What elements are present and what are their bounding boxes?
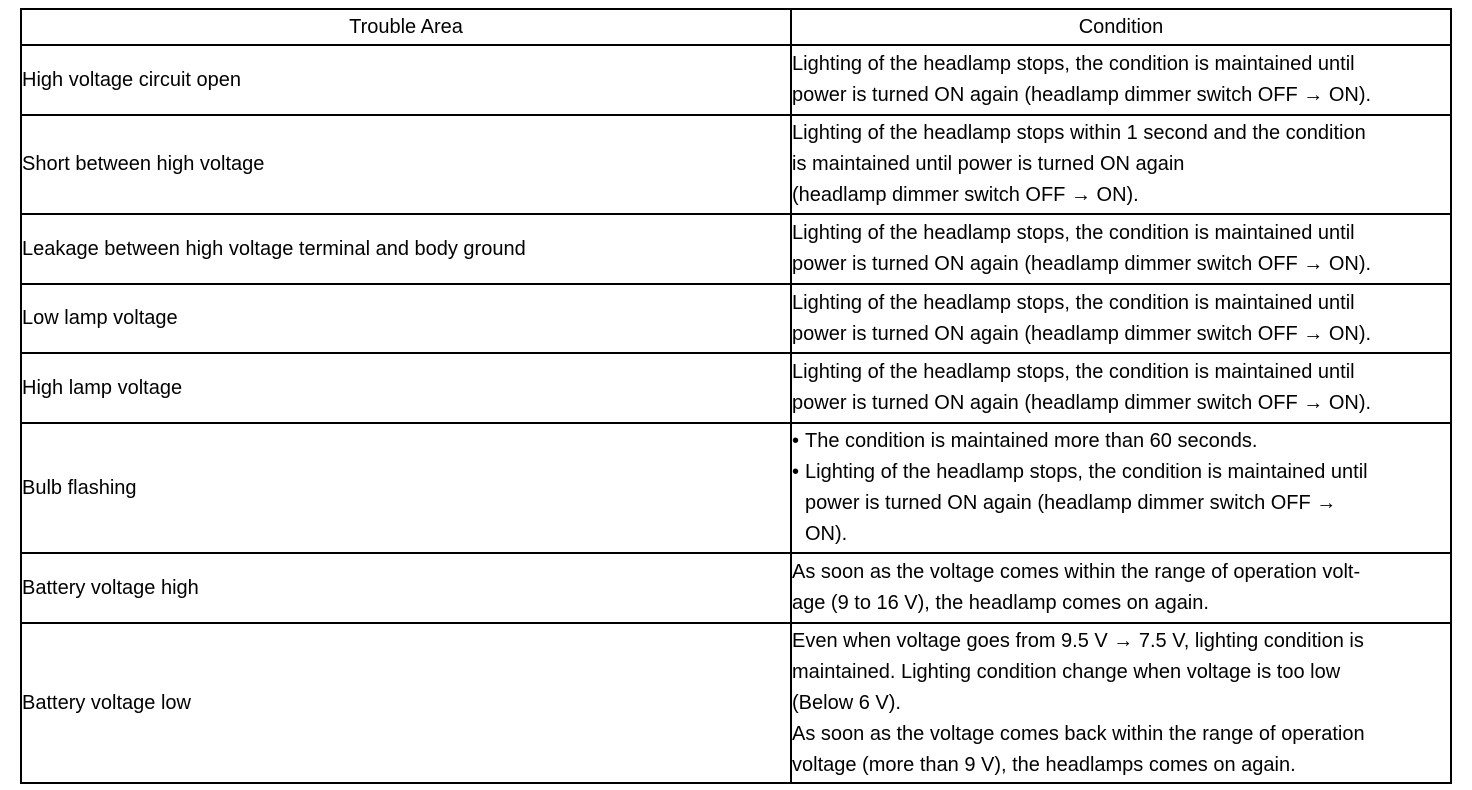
trouble-area-cell: Battery voltage high (21, 553, 791, 623)
bullet-item (792, 426, 1450, 457)
trouble-area-cell: Leakage between high voltage terminal and body ground (21, 214, 791, 284)
condition-cell (791, 45, 1451, 115)
condition-cell (791, 115, 1451, 214)
condition-cell (791, 284, 1451, 353)
table-row (21, 45, 1451, 115)
header-condition: Condition (791, 9, 1451, 45)
table-row (21, 115, 1451, 214)
bullet-line: ON). (805, 523, 848, 545)
condition-cell (791, 553, 1451, 623)
condition-line: power is turned ON again (headlamp dimmer switch OFF → ON). (792, 322, 1372, 345)
condition-line: As soon as the voltage comes within the range of operation volt- (792, 561, 1361, 583)
condition-line: Lighting of the headlamp stops, the condition is maintained until (792, 53, 1355, 75)
condition-line: Lighting of the headlamp stops, the condition is maintained until (792, 222, 1355, 244)
condition-line: power is turned ON again (headlamp dimmer switch OFF → ON). (792, 392, 1372, 414)
condition-cell (791, 214, 1451, 284)
condition-line: Lighting of the headlamp stops within 1 second and the condition (792, 122, 1366, 144)
condition-line: (Below 6 V). (792, 691, 901, 714)
table-row (21, 214, 1451, 284)
bullet-line: The condition is maintained more than 60 seconds. (805, 430, 1258, 452)
condition-line: is maintained until power is turned ON again (792, 153, 1185, 175)
bullet-dot: • (792, 430, 800, 452)
table-row (21, 553, 1451, 623)
table-row (21, 623, 1451, 783)
bullet-line: power is turned ON again (headlamp dimmer switch OFF → (805, 492, 1337, 514)
trouble-area-cell: Battery voltage low (21, 623, 791, 783)
bullet-item (792, 457, 1450, 550)
condition-line: Lighting of the headlamp stops, the condition is maintained until (792, 291, 1355, 314)
trouble-area-cell: Short between high voltage (21, 115, 791, 214)
table-row (21, 353, 1451, 423)
trouble-area-cell: High lamp voltage (21, 353, 791, 423)
header-row (21, 9, 1451, 45)
condition-line: age (9 to 16 V), the headlamp comes on again. (792, 592, 1209, 614)
condition-line: power is turned ON again (headlamp dimmer switch OFF → ON). (792, 84, 1372, 106)
condition-line: As soon as the voltage comes back within the range of operation (792, 722, 1365, 745)
condition-cell (791, 353, 1451, 423)
condition-line: maintained. Lighting condition change when voltage is too low (792, 660, 1341, 683)
trouble-area-cell: Low lamp voltage (21, 284, 791, 353)
condition-line: Even when voltage goes from 9.5 V → 7.5 V, lighting condition is (792, 629, 1364, 652)
bullet-dot: • (792, 461, 800, 483)
condition-line: (headlamp dimmer switch OFF → ON). (792, 184, 1139, 206)
table-row (21, 284, 1451, 353)
header-trouble-area: Trouble Area (21, 9, 791, 45)
trouble-area-cell: Bulb flashing (21, 423, 791, 553)
trouble-condition-table (20, 8, 1452, 784)
condition-line: power is turned ON again (headlamp dimmer switch OFF → ON). (792, 253, 1372, 275)
condition-line: Lighting of the headlamp stops, the condition is maintained until (792, 361, 1355, 383)
table-row (21, 423, 1451, 553)
condition-line: voltage (more than 9 V), the headlamps comes on again. (792, 753, 1296, 776)
trouble-area-cell: High voltage circuit open (21, 45, 791, 115)
condition-cell (791, 423, 1451, 553)
condition-cell (791, 623, 1451, 783)
bullet-line: Lighting of the headlamp stops, the condition is maintained until (805, 461, 1368, 483)
